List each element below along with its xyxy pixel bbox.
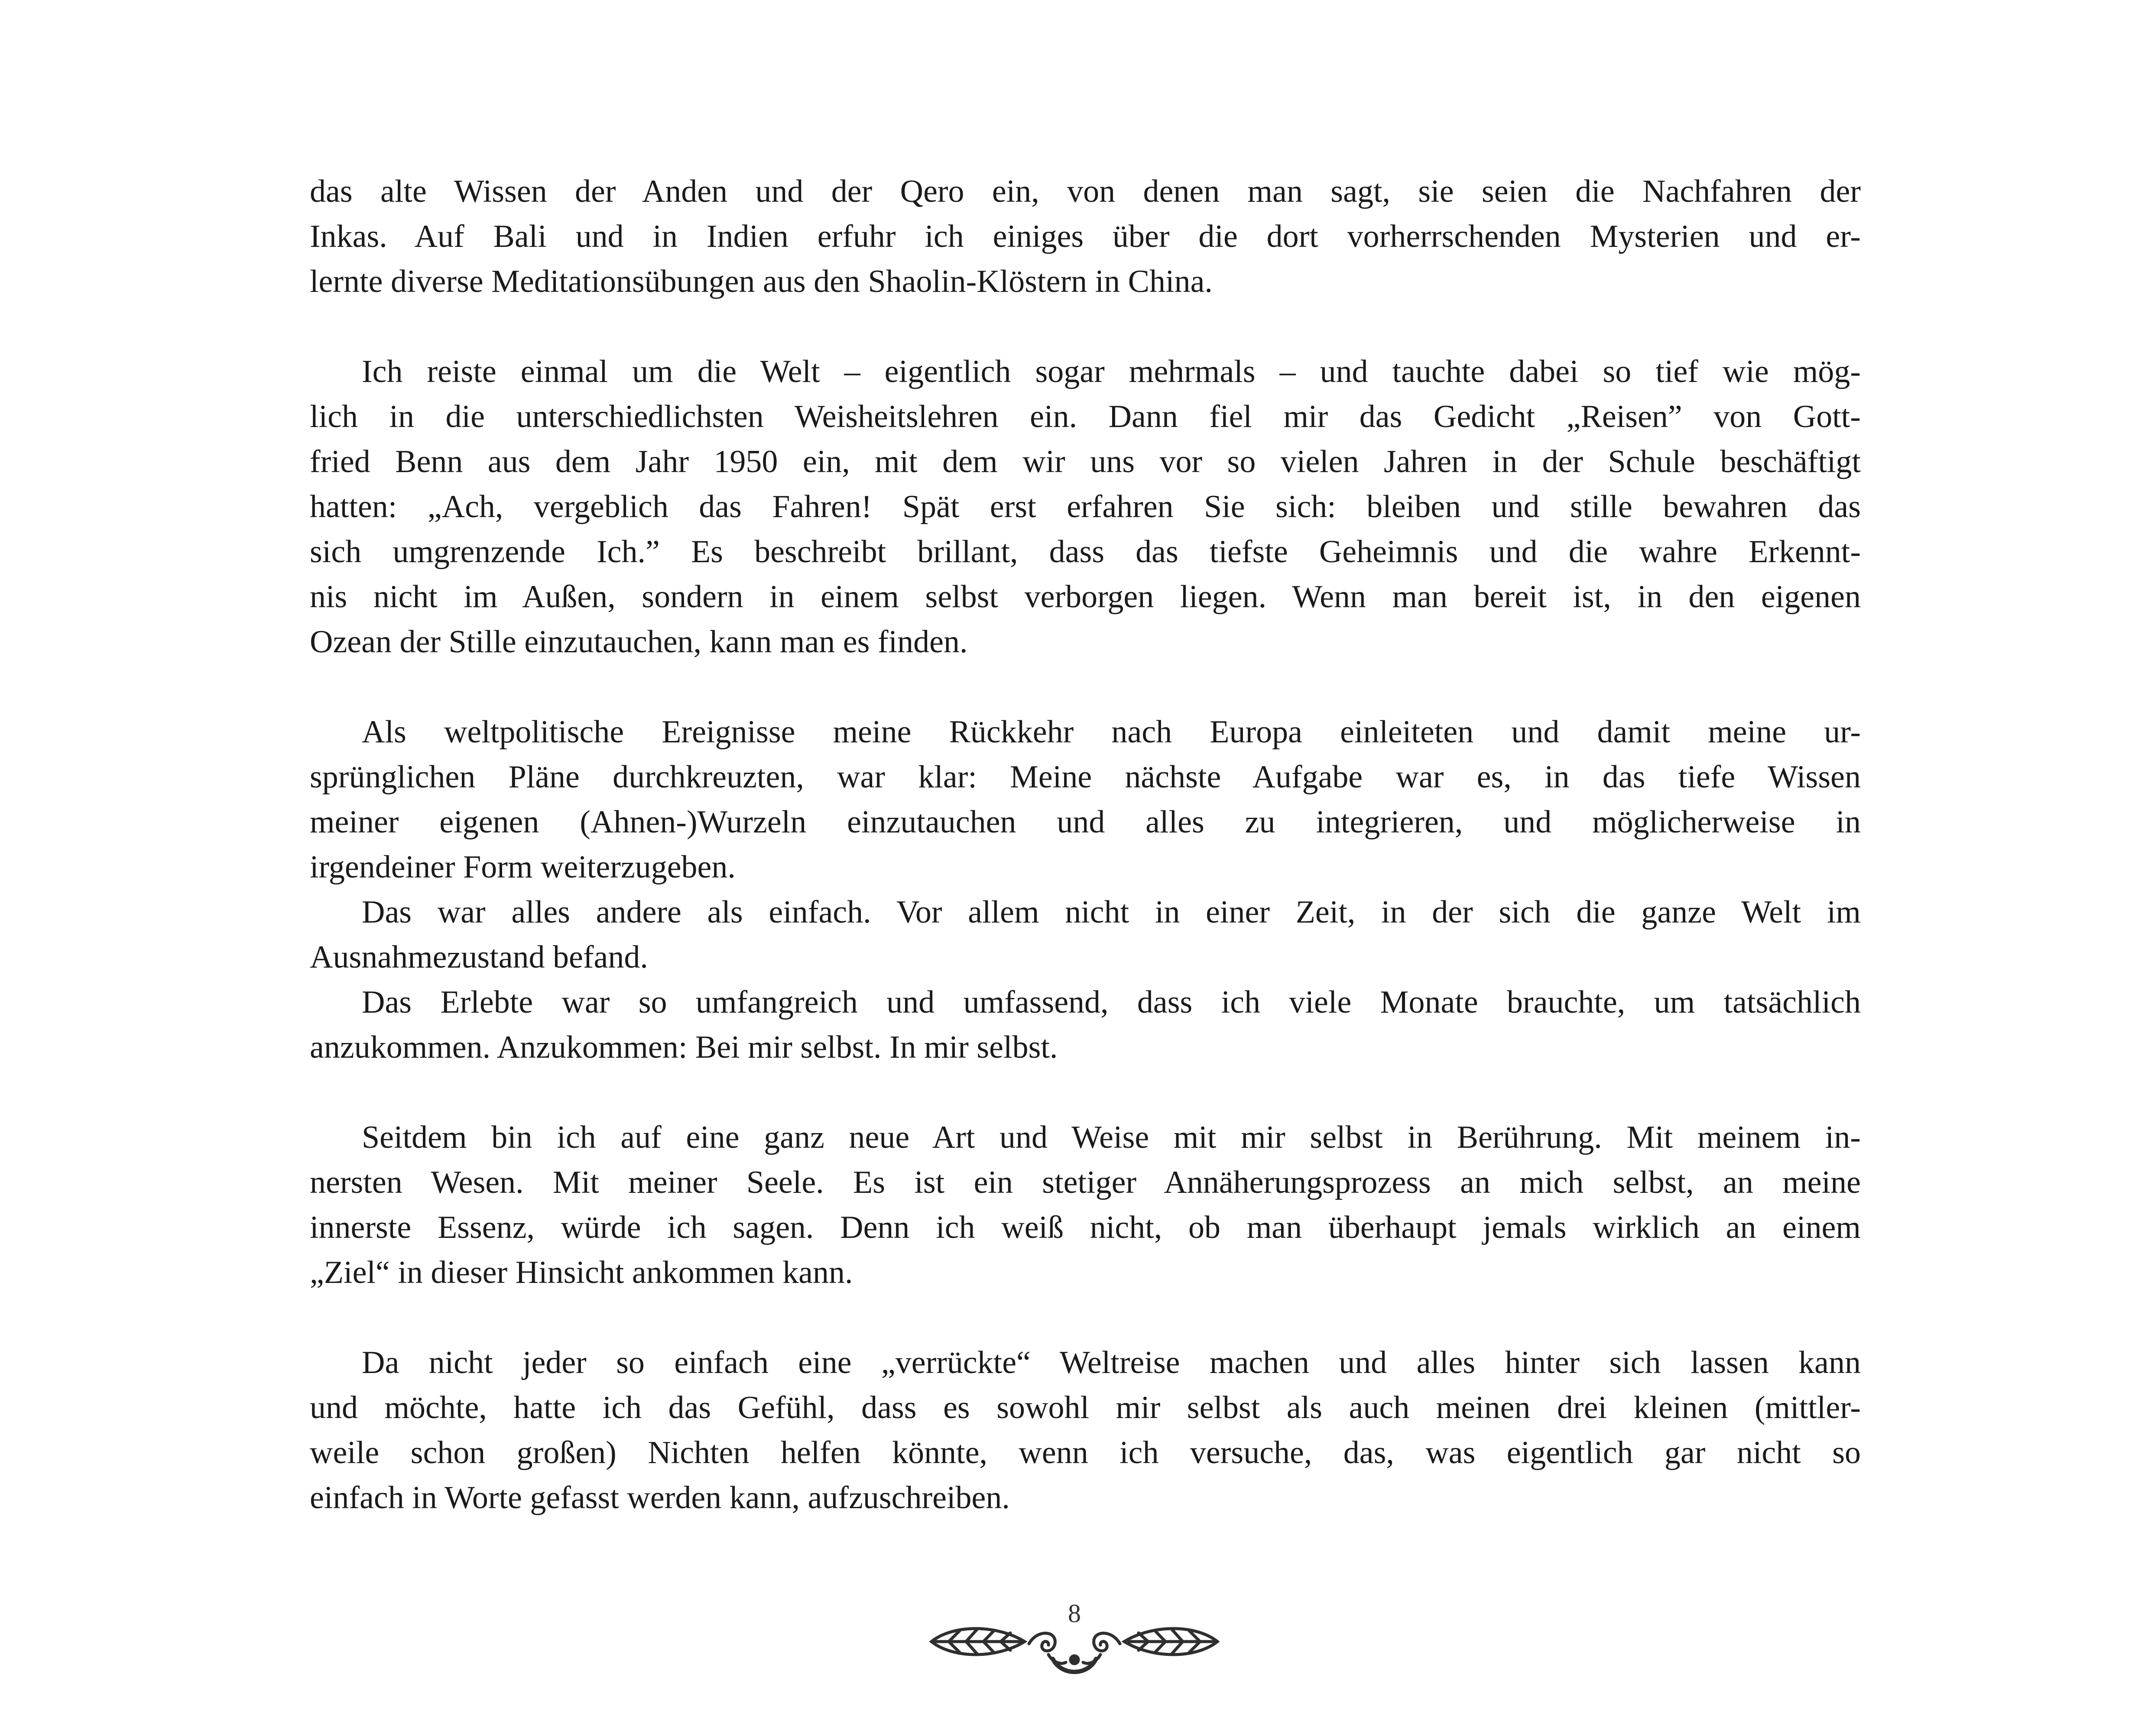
text-line: Ozean der Stille einzutauchen, kann man es finden. (310, 624, 968, 660)
text-line: irgendeiner Form weiterzugeben. (310, 849, 736, 885)
text-line: Ausnahmezustand befand. (310, 939, 648, 975)
text-line: das alte Wissen der Anden und der Qero ein, von denen man sagt, sie seien die Nachfahren der (310, 174, 1861, 209)
text-line: Inkas. Auf Bali und in Indien erfuhr ich einiges über die dort vorherrschenden Mysterien und er- (310, 219, 1861, 254)
paragraph (310, 980, 1861, 1070)
text-line: nis nicht im Außen, sondern in einem selbst verborgen liegen. Wenn man bereit ist, in den eigenen (310, 579, 1861, 615)
paragraph (310, 1340, 1861, 1520)
text-line: meiner eigenen (Ahnen-)Wurzeln einzutauchen und alles zu integrieren, und möglicherweise in (310, 804, 1861, 840)
text-line: Als weltpolitische Ereignisse meine Rückkehr nach Europa einleiteten und damit meine ur- (362, 714, 1861, 750)
text-line: innerste Essenz, würde ich sagen. Denn ich weiß nicht, ob man überhaupt jemals wirklich an einem (310, 1210, 1861, 1245)
text-line: hatten: „Ach, vergeblich das Fahren! Spät erst erfahren Sie sich: bleiben und stille bewahren das (310, 489, 1861, 525)
text-line: nersten Wesen. Mit meiner Seele. Es ist ein stetiger Annäherungsprozess an mich selbst, an meine (310, 1165, 1861, 1200)
text-line: sich umgrenzende Ich.” Es beschreibt brillant, dass das tiefste Geheimnis und die wahre Erkennt- (310, 534, 1861, 570)
text-line: sprünglichen Pläne durchkreuzten, war klar: Meine nächste Aufgabe war es, in das tiefe Wissen (310, 759, 1861, 795)
paragraph (310, 349, 1861, 664)
paragraph (310, 890, 1861, 980)
text-line: Da nicht jeder so einfach eine „verrückte“ Weltreise machen und alles hinter sich lassen kann (362, 1345, 1861, 1380)
text-line: weile schon großen) Nichten helfen könnte, wenn ich versuche, das, was eigentlich gar nicht so (310, 1435, 1861, 1470)
text-line: Ich reiste einmal um die Welt – eigentlich sogar mehrmals – und tauchte dabei so tief wie mög- (362, 354, 1861, 389)
text-line: Das Erlebte war so umfangreich und umfassend, dass ich viele Monate brauchte, um tatsächlich (362, 985, 1861, 1020)
text-line: Das war alles andere als einfach. Vor allem nicht in einer Zeit, in der sich die ganze Welt im (362, 894, 1861, 930)
paragraph (310, 1115, 1861, 1295)
page-footer (923, 1594, 1226, 1681)
text-line: „Ziel“ in dieser Hinsicht ankommen kann. (310, 1255, 853, 1290)
body-text (310, 169, 1861, 1520)
paragraph (310, 709, 1861, 890)
page-number: 8 (1068, 1599, 1081, 1628)
text-line: anzukommen. Anzukommen: Bei mir selbst. In mir selbst. (310, 1030, 1058, 1065)
text-line: lernte diverse Meditationsübungen aus den Shaolin-Klöstern in China. (310, 264, 1213, 299)
text-line: lich in die unterschiedlichsten Weisheitslehren ein. Dann fiel mir das Gedicht „Reisen” von Gott- (310, 399, 1861, 434)
text-line: und möchte, hatte ich das Gefühl, dass es sowohl mir selbst als auch meinen drei kleinen (mittler- (310, 1390, 1861, 1425)
text-line: fried Benn aus dem Jahr 1950 ein, mit dem wir uns vor so vielen Jahren in der Schule beschäftigt (310, 444, 1861, 479)
text-line: einfach in Worte gefasst werden kann, aufzuschreiben. (310, 1480, 1010, 1516)
paragraph (310, 169, 1861, 304)
text-line: Seitdem bin ich auf eine ganz neue Art und Weise mit mir selbst in Berührung. Mit meinem in- (362, 1120, 1861, 1155)
